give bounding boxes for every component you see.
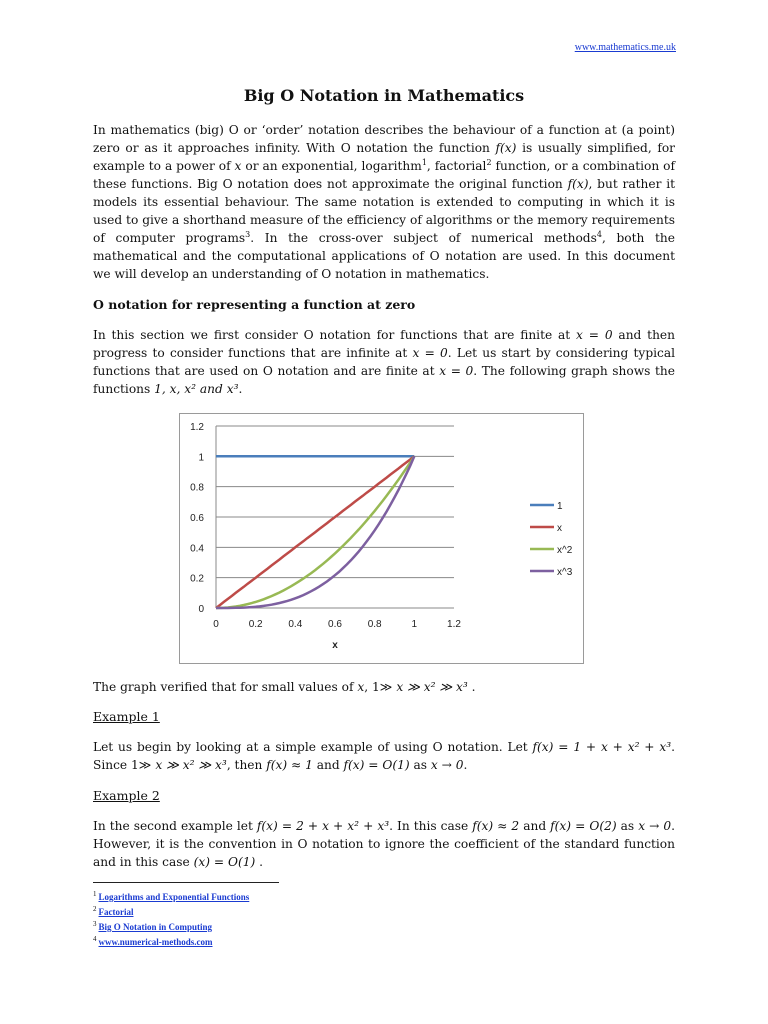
legend-label-x2: x^2 (557, 545, 573, 556)
page-title: Big O Notation in Mathematics (243, 86, 525, 105)
example2-paragraph: In the second example let f(x) = 2 + x + x² + x³. In this case f(x) ≈ 2 and f(x) = O(2) as x → 0. However, it is the convention in O notation to ignore the coefficient of the standard function and in this case (x) = O(1) . (93, 819, 675, 869)
chart-svg (180, 414, 583, 663)
functions-chart (179, 413, 584, 664)
footnote-2: $^2$ Factorial (93, 905, 134, 917)
y-tick-label: 1 (198, 452, 204, 464)
x-tick-label: 0.2 (248, 619, 263, 630)
footnote-link-3[interactable]: Big O Notation in Computing (98, 922, 213, 932)
footnote-4: $^4$ www.numerical-methods.com (93, 935, 213, 947)
footnote-link-4[interactable]: www.numerical-methods.com (98, 937, 213, 947)
example2-heading: Example 2 (93, 788, 160, 803)
footnotes (93, 888, 249, 948)
series-line-x (216, 456, 414, 608)
x-tick-label: 0.6 (328, 619, 342, 630)
footnote-ref-2[interactable]: 2 (486, 157, 492, 167)
footnote-1: $^1$ Logarithms and Exponential Functions (93, 890, 250, 902)
graph-note: The graph verified that for small values of x, 1≫ x ≫ x² ≫ x³ . (93, 680, 476, 694)
footnote-link-1[interactable]: Logarithms and Exponential Functions (98, 892, 250, 902)
y-tick-label: 1.2 (190, 422, 204, 433)
y-tick-label: 0.4 (190, 543, 204, 555)
section1-paragraph: In this section we first consider O notation for functions that are finite at x = 0 and then progress to consider functions that are infinite at x = 0. Let us start by considering typical functions that are used on O notation and are finite at x = 0. The following graph shows the functions 1, x, x² and x³. (93, 328, 676, 396)
example1-heading: Example 1 (93, 709, 160, 724)
footnote-ref-4[interactable]: 4 (596, 229, 602, 239)
footnote-ref-3[interactable]: 3 (245, 229, 251, 239)
legend-label-1: 1 (557, 501, 563, 512)
y-tick-label: 0.8 (190, 482, 204, 494)
x-tick-label: 0 (213, 619, 219, 630)
section-heading: O notation for representing a function at zero (93, 297, 416, 312)
y-tick-label: 0 (198, 604, 204, 615)
site-link[interactable]: www.mathematics.me.uk (574, 42, 676, 53)
x-tick-label: 1 (411, 619, 418, 630)
x-tick-label: 0.4 (288, 619, 303, 630)
footnote-3: $^3$ Big O Notation in Computing (93, 920, 213, 932)
legend-label-x3: x^3 (557, 567, 573, 578)
x-tick-label: 1.2 (447, 619, 461, 630)
footnote-ref-1[interactable]: 1 (421, 157, 427, 167)
x-tick-label: 0.8 (367, 619, 382, 630)
y-tick-label: 0.6 (190, 513, 204, 524)
example1-paragraph: Let us begin by looking at a simple example of using O notation. Let f(x) = 1 + x + x² + x³. Since 1≫ x ≫ x² ≫ x³, then f(x) ≈ 1 and f(x) = O(1) as x → 0. (93, 740, 675, 772)
x-axis-label: x (332, 640, 338, 651)
y-tick-label: 0.2 (190, 573, 204, 585)
footnote-link-2[interactable]: Factorial (98, 907, 134, 917)
footnote-divider (93, 882, 279, 883)
intro-paragraph: In mathematics (big) O or ‘order’ notation describes the behaviour of a function at (a point) zero or as it approaches infinity. With O notation the function f(x) is usually simplified, for example to a power of x or an exponential, logarithm$^1$, factorial$^2$ function, or a combination of these functions. Big O notation does not approximate the original function f(x), but rather it models its essential behaviour. The same notation is extended to computing in which it is used to give a shorthand measure of the efficiency of algorithms or the memory requirements of computer programs$^3$. In the cross-over subject of numerical methods$^4$, both the mathematical and the computational applications of O notation are used. In this document we will develop an understanding of O notation in mathematics. (93, 123, 676, 281)
legend-label-x: x (557, 523, 562, 534)
